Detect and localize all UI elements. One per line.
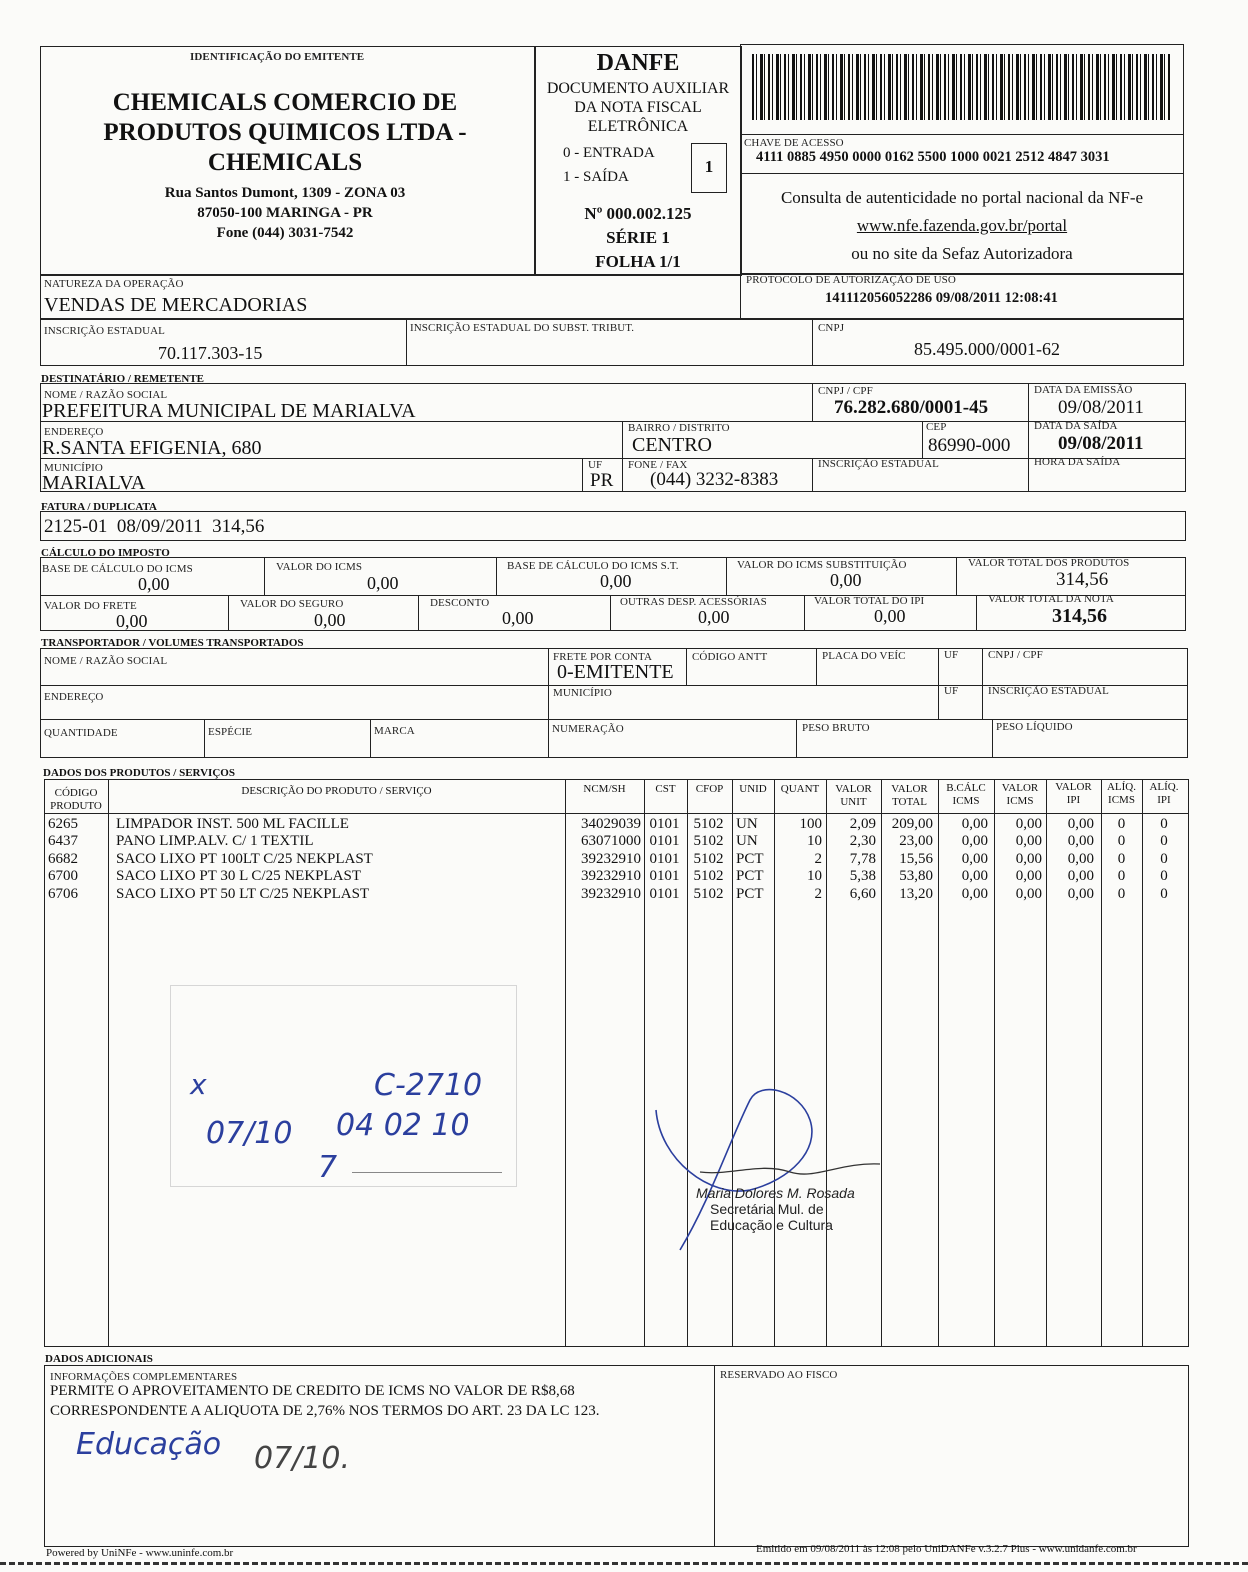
cell-unid: UN — [736, 833, 758, 850]
cell-aicms: 0 — [1117, 816, 1126, 832]
cell-bcalc: 0,00 — [961, 816, 988, 832]
cell-quant: 10 — [807, 833, 822, 850]
cell-vicms: 0,00 — [1015, 885, 1042, 902]
frete-por-conta: 0-EMITENTE — [557, 661, 674, 683]
cell-codigo: 6700 — [48, 868, 78, 885]
fatura-value: 2125-01 08/09/2011 314,56 — [44, 516, 265, 537]
cell-descricao: SACO LIXO PT 50 LT C/25 NEKPLAST — [116, 885, 370, 902]
cell-cst: 0101 — [649, 833, 680, 850]
cell-vunit: 2,09 — [849, 816, 876, 832]
cell-quant: 2 — [814, 850, 822, 867]
cell-aicms: 0 — [1117, 833, 1126, 850]
signature-scribble — [640, 1080, 900, 1260]
cell-vunit: 5,38 — [849, 868, 876, 885]
cell-ncm: 39232910 — [581, 885, 641, 902]
cell-ncm: 39232910 — [581, 868, 641, 885]
cell-cst: 0101 — [649, 816, 680, 832]
protocolo-value: 141112056052286 09/08/2011 12:08:41 — [825, 290, 1058, 306]
valor-seguro: 0,00 — [314, 610, 346, 630]
ie-value: 70.117.303-15 — [158, 343, 263, 363]
cell-descricao: SACO LIXO PT 100LT C/25 NEKPLAST — [116, 850, 373, 867]
barcode — [752, 54, 1170, 120]
data-emissao: 09/08/2011 — [1058, 397, 1144, 418]
destinatario-bairro: CENTRO — [632, 434, 712, 456]
desconto: 0,00 — [502, 608, 534, 628]
cell-cst: 0101 — [649, 885, 680, 902]
cell-cfop: 5102 — [693, 868, 724, 885]
cell-vipi: 0,00 — [1067, 850, 1094, 867]
cell-descricao: LIMPADOR INST. 500 ML FACILLE — [116, 816, 349, 832]
cell-aicms: 0 — [1117, 850, 1126, 867]
valor-frete: 0,00 — [116, 611, 148, 631]
destinatario-fone: (044) 3232-8383 — [650, 469, 779, 490]
cell-unid: UN — [736, 816, 758, 832]
natureza-value: VENDAS DE MERCADORIAS — [44, 294, 308, 316]
cell-vipi: 0,00 — [1067, 868, 1094, 885]
destinatario-uf: PR — [590, 470, 614, 491]
danfe-entrada: 0 - ENTRADA — [563, 145, 655, 161]
cell-vtotal: 209,00 — [891, 816, 933, 832]
cell-vunit: 7,78 — [849, 850, 876, 867]
cell-quant: 10 — [807, 868, 822, 885]
annotation-educacao: Educação — [76, 1427, 222, 1462]
cell-vicms: 0,00 — [1015, 816, 1042, 832]
cell-codigo: 6706 — [48, 885, 78, 902]
informacoes-complementares: PERMITE O APROVEITAMENTO DE CREDITO DE ICMS NO VALOR DE R$8,68 CORRESPONDENTE A ALIQUOTA DE 2,76% NOS TERMOS DO ART. 23 DA LC 123. — [50, 1383, 600, 1419]
data-saida: 09/08/2011 — [1058, 433, 1144, 454]
danfe-title: DANFE — [596, 50, 680, 76]
cell-cst: 0101 — [649, 868, 680, 885]
chave-value: 4111 0885 4950 0000 0162 5500 1000 0021 2512 4847 3031 — [756, 149, 1110, 165]
valor-icms: 0,00 — [367, 573, 399, 593]
chave-label: CHAVE DE ACESSO — [744, 137, 844, 149]
cell-quant: 100 — [799, 816, 822, 832]
base-icms-st: 0,00 — [600, 571, 632, 591]
cell-cfop: 5102 — [693, 885, 724, 902]
emitente-address: Rua Santos Dumont, 1309 - ZONA 03 87050-100 MARINGA - PR Fone (044) 3031-7542 — [164, 185, 406, 241]
cell-bcalc: 0,00 — [961, 885, 988, 902]
cell-aipi: 0 — [1160, 885, 1168, 902]
annotation-x: x — [190, 1068, 207, 1101]
cell-bcalc: 0,00 — [961, 868, 988, 885]
icms-substituicao: 0,00 — [830, 570, 862, 590]
cell-unid: PCT — [736, 885, 764, 902]
chave-consulta: Consulta de autenticidade no portal nacional da NF-e www.nfe.fazenda.gov.br/portal ou no site da Sefaz Autorizadora — [780, 188, 1144, 263]
produtos-rows — [0, 816, 1248, 911]
cell-vtotal: 15,56 — [899, 850, 933, 867]
annotation-date-b: 04 02 10 — [336, 1108, 470, 1143]
total-produtos: 314,56 — [1056, 569, 1109, 590]
cell-unid: PCT — [736, 868, 764, 885]
base-icms: 0,00 — [138, 574, 170, 594]
cell-vunit: 6,60 — [849, 885, 876, 902]
cell-aipi: 0 — [1160, 850, 1168, 867]
cell-vipi: 0,00 — [1067, 833, 1094, 850]
annotation-code: C-2710 — [374, 1068, 483, 1103]
cell-vunit: 2,30 — [849, 833, 876, 850]
cell-descricao: SACO LIXO PT 30 L C/25 NEKPLAST — [116, 868, 362, 885]
destinatario-municipio: MARIALVA — [42, 472, 146, 494]
cell-vicms: 0,00 — [1015, 833, 1042, 850]
cell-aipi: 0 — [1160, 868, 1168, 885]
cell-aicms: 0 — [1117, 868, 1126, 885]
cnpj-emitente: 85.495.000/0001-62 — [914, 339, 1060, 359]
cell-ncm: 63071000 — [581, 833, 641, 850]
cell-codigo: 6437 — [48, 833, 78, 850]
cell-cst: 0101 — [649, 850, 680, 867]
danfe-numero: Nº 000.002.125 SÉRIE 1 FOLHA 1/1 — [584, 204, 692, 271]
cell-vtotal: 23,00 — [899, 833, 933, 850]
cell-codigo: 6265 — [48, 816, 78, 832]
outras-despesas: 0,00 — [698, 607, 730, 627]
cell-descricao: PANO LIMP.ALV. C/ 1 TEXTIL — [116, 833, 314, 850]
annotation-check: 7 — [318, 1150, 338, 1185]
annotation-educacao-date: 07/10. — [254, 1441, 350, 1476]
annotation-date-a: 07/10 — [206, 1116, 293, 1151]
cell-vicms: 0,00 — [1015, 850, 1042, 867]
cell-bcalc: 0,00 — [961, 833, 988, 850]
table-row — [0, 886, 1248, 903]
cell-vtotal: 13,20 — [899, 885, 933, 902]
cell-ncm: 39232910 — [581, 850, 641, 867]
cell-aicms: 0 — [1117, 885, 1126, 902]
destinatario-cep: 86990-000 — [928, 435, 1011, 456]
footer-left: Powered by UniNFe - www.uninfe.com.br — [46, 1547, 234, 1559]
cell-bcalc: 0,00 — [961, 850, 988, 867]
danfe-tipo: 1 — [704, 157, 714, 176]
cell-codigo: 6682 — [48, 850, 78, 867]
valor-ipi: 0,00 — [874, 606, 906, 626]
signature-block: Maria Dolores M. Rosada Secretária Mul. de Educação e Cultura — [696, 1185, 855, 1233]
destinatario-endereco: R.SANTA EFIGENIA, 680 — [42, 437, 262, 459]
emitente-section-label: IDENTIFICAÇÃO DO EMITENTE — [190, 51, 365, 63]
footer-right: Emitido em 09/08/2011 às 12:08 pelo UniDANFe v.3.2.7 Plus - www.unidanfe.com.br — [756, 1543, 1137, 1555]
cell-vipi: 0,00 — [1067, 816, 1094, 832]
table-row — [0, 816, 1248, 833]
cell-aipi: 0 — [1160, 833, 1168, 850]
cell-vipi: 0,00 — [1067, 885, 1094, 902]
cell-vtotal: 53,80 — [899, 868, 933, 885]
cell-cfop: 5102 — [693, 833, 724, 850]
table-row — [0, 868, 1248, 885]
danfe-subtitle: DOCUMENTO AUXILIAR DA NOTA FISCAL ELETRÔNICA — [546, 80, 730, 135]
cell-aipi: 0 — [1160, 816, 1168, 832]
cell-ncm: 34029039 — [581, 816, 641, 832]
destinatario-nome: PREFEITURA MUNICIPAL DE MARIALVA — [42, 400, 416, 422]
cell-unid: PCT — [736, 850, 764, 867]
cell-cfop: 5102 — [693, 816, 724, 832]
destinatario-cnpj: 76.282.680/0001-45 — [834, 397, 989, 418]
total-nota: 314,56 — [1052, 605, 1107, 627]
danfe-saida: 1 - SAÍDA — [563, 169, 629, 185]
emitente-name: CHEMICALS COMERCIO DE PRODUTOS QUIMICOS LTDA - CHEMICALS — [103, 89, 467, 176]
cell-cfop: 5102 — [693, 850, 724, 867]
cell-vicms: 0,00 — [1015, 868, 1042, 885]
cell-quant: 2 — [814, 885, 822, 902]
table-row — [0, 833, 1248, 850]
table-row — [0, 851, 1248, 868]
